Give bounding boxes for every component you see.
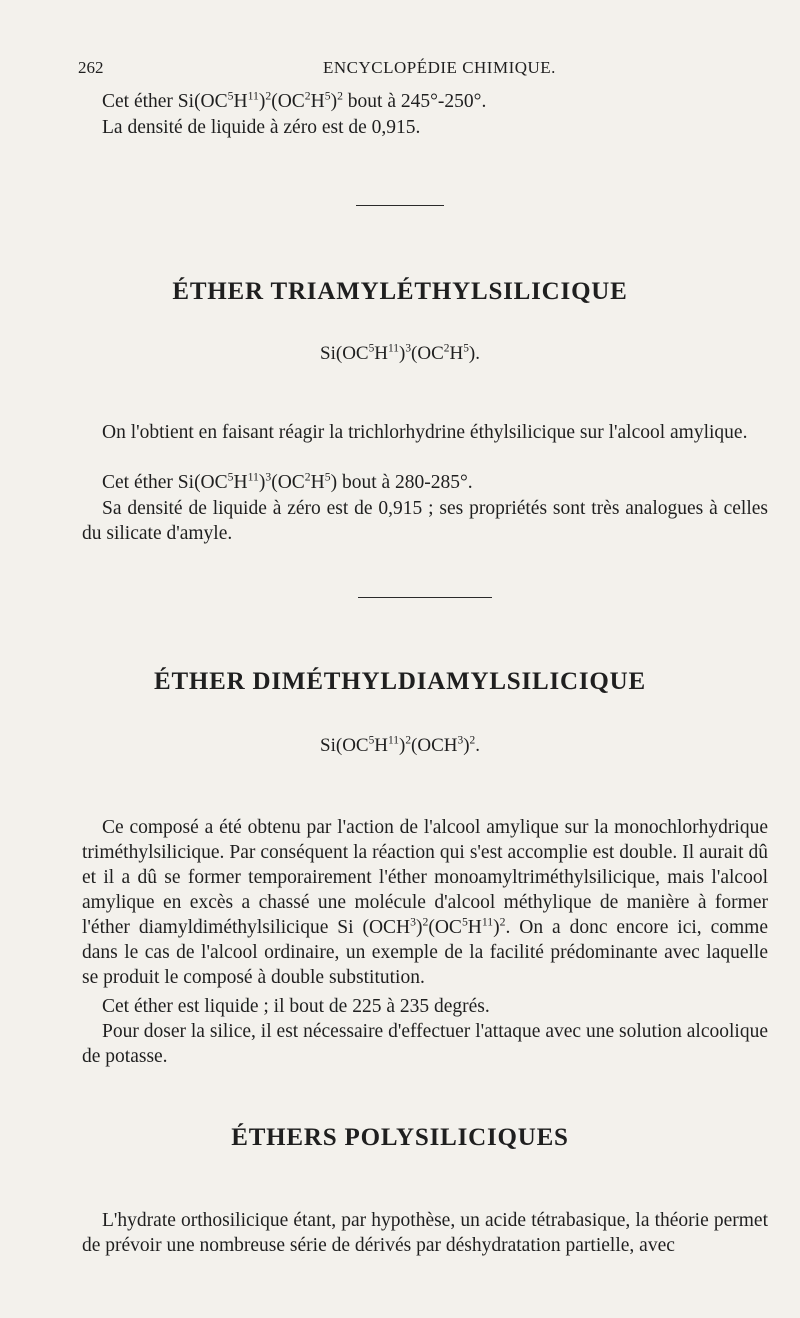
section2-paragraph-1: Ce composé a été obtenu par l'action de l'alcool amylique sur la monochlorhydrique triméthylsilicique. Par conséquent la réaction qui s'est accomplie est double. Il aurait dû et il a dû se former temporairement l'éther monoamyltriméthylsilicique, mais l'alcool amylique en excès a chassé une molécule d'alcool méthylique de manière à former l'éther diamyldiméthylsilicique Si $(OCH^3)^2(OC^5H^{11})^2$. On a donc encore ici, comme dans le cas de l'alcool ordinaire, un exemple de la facilité prédominante avec laquelle se produit le composé à double substitution. [82,817,768,988]
section1-paragraph-3: Sa densité de liquide à zéro est de 0,915 ; ses propriétés sont très analogues à celles du silicate d'amyle. [82,498,768,544]
intro-line-1: Cet éther $Si(OC^5H^{11})^2(OC^2H^5)^2$ bout à 245°-250°. [102,89,487,112]
section2-paragraph-3: Pour doser la silice, il est nécessaire d'effectuer l'attaque avec une solution alcoolique de potasse. [82,1021,768,1067]
section2-paragraph-2: Cet éther est liquide ; il bout de 225 à 235 degrés. [102,996,490,1017]
section-divider-2 [358,597,492,598]
section-title-triamylethylsilicique: ÉTHER TRIAMYLÉTHYLSILICIQUE [172,278,628,305]
intro-line-2: La densité de liquide à zéro est de 0,915. [102,117,421,138]
section-formula-2: $Si(OC^5H^{11})^2(OCH^3)^2$. [320,734,480,756]
page-number: 262 [78,58,104,77]
section3-paragraph-1: L'hydrate orthosilicique étant, par hypothèse, un acide tétrabasique, la théorie permet de prévoir une nombreuse série de dérivés par déshydratation partielle, avec [82,1210,768,1256]
section-title-dimethyldiamylsilicique: ÉTHER DIMÉTHYLDIAMYLSILICIQUE [153,668,647,695]
running-head: ENCYCLOPÉDIE CHIMIQUE. [323,58,556,77]
section1-paragraph-1: On l'obtient en faisant réagir la trichlorhydrine éthylsilicique sur l'alcool amylique. [102,422,748,443]
section1-paragraph-2: Cet éther $Si(OC^5H^{11})^3(OC^2H^5)$ bout à 280-285°. [102,470,473,493]
section-divider-1 [356,205,444,206]
section-title-polysiliciques: ÉTHERS POLYSILICIQUES [231,1124,569,1151]
page-header [78,58,768,80]
section-formula-1: $Si(OC^5H^{11})^3(OC^2H^5)$. [320,342,480,364]
